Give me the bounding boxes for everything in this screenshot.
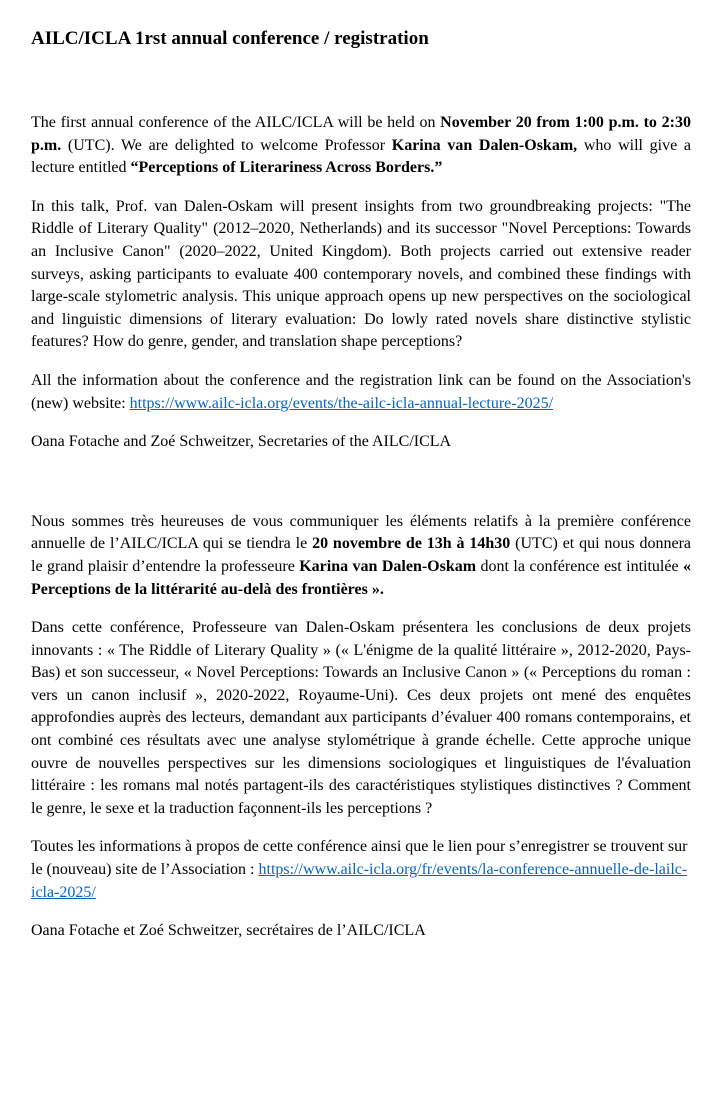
text-run: All the information about the conference and the registration link can be found on the Association's (new) website:: [31, 371, 691, 412]
text-run: (UTC) et qui nous donnera le grand plaisir d’entendre la professeure: [31, 535, 692, 575]
text-run: Oana Fotache and Zoé Schweitzer, Secretaries of the AILC/ICLA: [31, 433, 452, 451]
text-run: Nous sommes très heureuses de vous communiquer les éléments relatifs à la première conférence annuelle de l’AILC/ICLA qui se tiendra le: [31, 512, 691, 553]
paragraph-en-intro: [31, 112, 691, 180]
page-title: AILC/ICLA 1rst annual conference / registration: [31, 28, 429, 49]
text-run: 20 novembre de 13h à 14h30: [312, 535, 511, 553]
text-run: In this talk, Prof. van Dalen-Oskam will present insights from two groundbreaking projects: "The Riddle of Literary Quality" (2012–2020, Netherlands) and its successor "Novel Perceptions: Towards an Inclusive Canon" (2020–2022, United Kingdom). Both projects carried out extensive reader surveys, asking participants to evaluate 400 contemporary novels, and combined these findings with large-scale stylometric analysis. This unique approach opens up new perspectives on the sociological and linguistic dimensions of literary evaluation: Do lowly rated novels share distinctive stylistic features? How do genre, gender, and translation shape perceptions?: [31, 197, 691, 351]
paragraph-fr-info: [31, 836, 691, 904]
hyperlink[interactable]: https://www.ailc-icla.org/fr/events/la-conference-annuelle-de-lailc-icla-2025/: [31, 861, 688, 901]
text-run: (UTC). We are delighted to welcome Professor: [61, 136, 392, 154]
paragraph-fr-talk: [31, 617, 691, 820]
text-run: “Perceptions of Literariness Across Borders.”: [130, 159, 443, 177]
paragraph-fr-signature: [31, 920, 691, 943]
paragraph-en-talk: [31, 196, 691, 354]
hyperlink[interactable]: https://www.ailc-icla.org/events/the-ailc-icla-annual-lecture-2025/: [129, 394, 554, 412]
text-run: Dans cette conférence, Professeure van Dalen-Oskam présentera les conclusions de deux projets innovants : « The Riddle of Literary Quality » (« L'énigme de la qualité littéraire », 2012-2020, Pays-Bas) et son successeur, « Novel Perceptions: Towards an Inclusive Canon » (« Perceptions du roman : vers un canon inclusif », 2020-2022, Royaume-Uni). Ces deux projets ont mené des enquêtes approfondies auprès des lecteurs, demandant aux participants d’évaluer 400 romans contemporains, et ont combiné ces résultats avec une analyse stylométrique à grande échelle. Cette approche unique ouvre de nouvelles perspectives sur les dimensions sociologiques et linguistiques de l'évaluation littéraire : les romans mal notés partagent-ils des caractéristiques stylistiques distinctives ? Comment le genre, le sexe et la traduction façonnent-ils les perceptions ?: [31, 619, 691, 817]
text-run: dont la conférence est intitulée: [476, 557, 684, 575]
text-run: November 20 from 1:00 p.m. to 2:30 p.m.: [31, 114, 691, 154]
paragraph-fr-intro: [31, 511, 691, 601]
text-run: who will give a lecture entitled: [31, 136, 692, 177]
text-run: Oana Fotache et Zoé Schweitzer, secrétaires de l’AILC/ICLA: [31, 922, 426, 940]
text-run: The first annual conference of the AILC/ICLA will be held on: [31, 114, 441, 131]
text-run: Toutes les informations à propos de cette conférence ainsi que le lien pour s’enregistrer se trouvent sur le (nouveau) site de l’Association :: [31, 838, 688, 879]
paragraph-en-signature: [31, 431, 691, 454]
text-run: Karina van Dalen-Oskam,: [391, 136, 578, 154]
paragraph-en-info: [31, 370, 691, 415]
text-run: Karina van Dalen-Oskam: [299, 557, 477, 575]
text-run: « Perceptions de la littérarité au-delà des frontières ».: [31, 557, 692, 598]
